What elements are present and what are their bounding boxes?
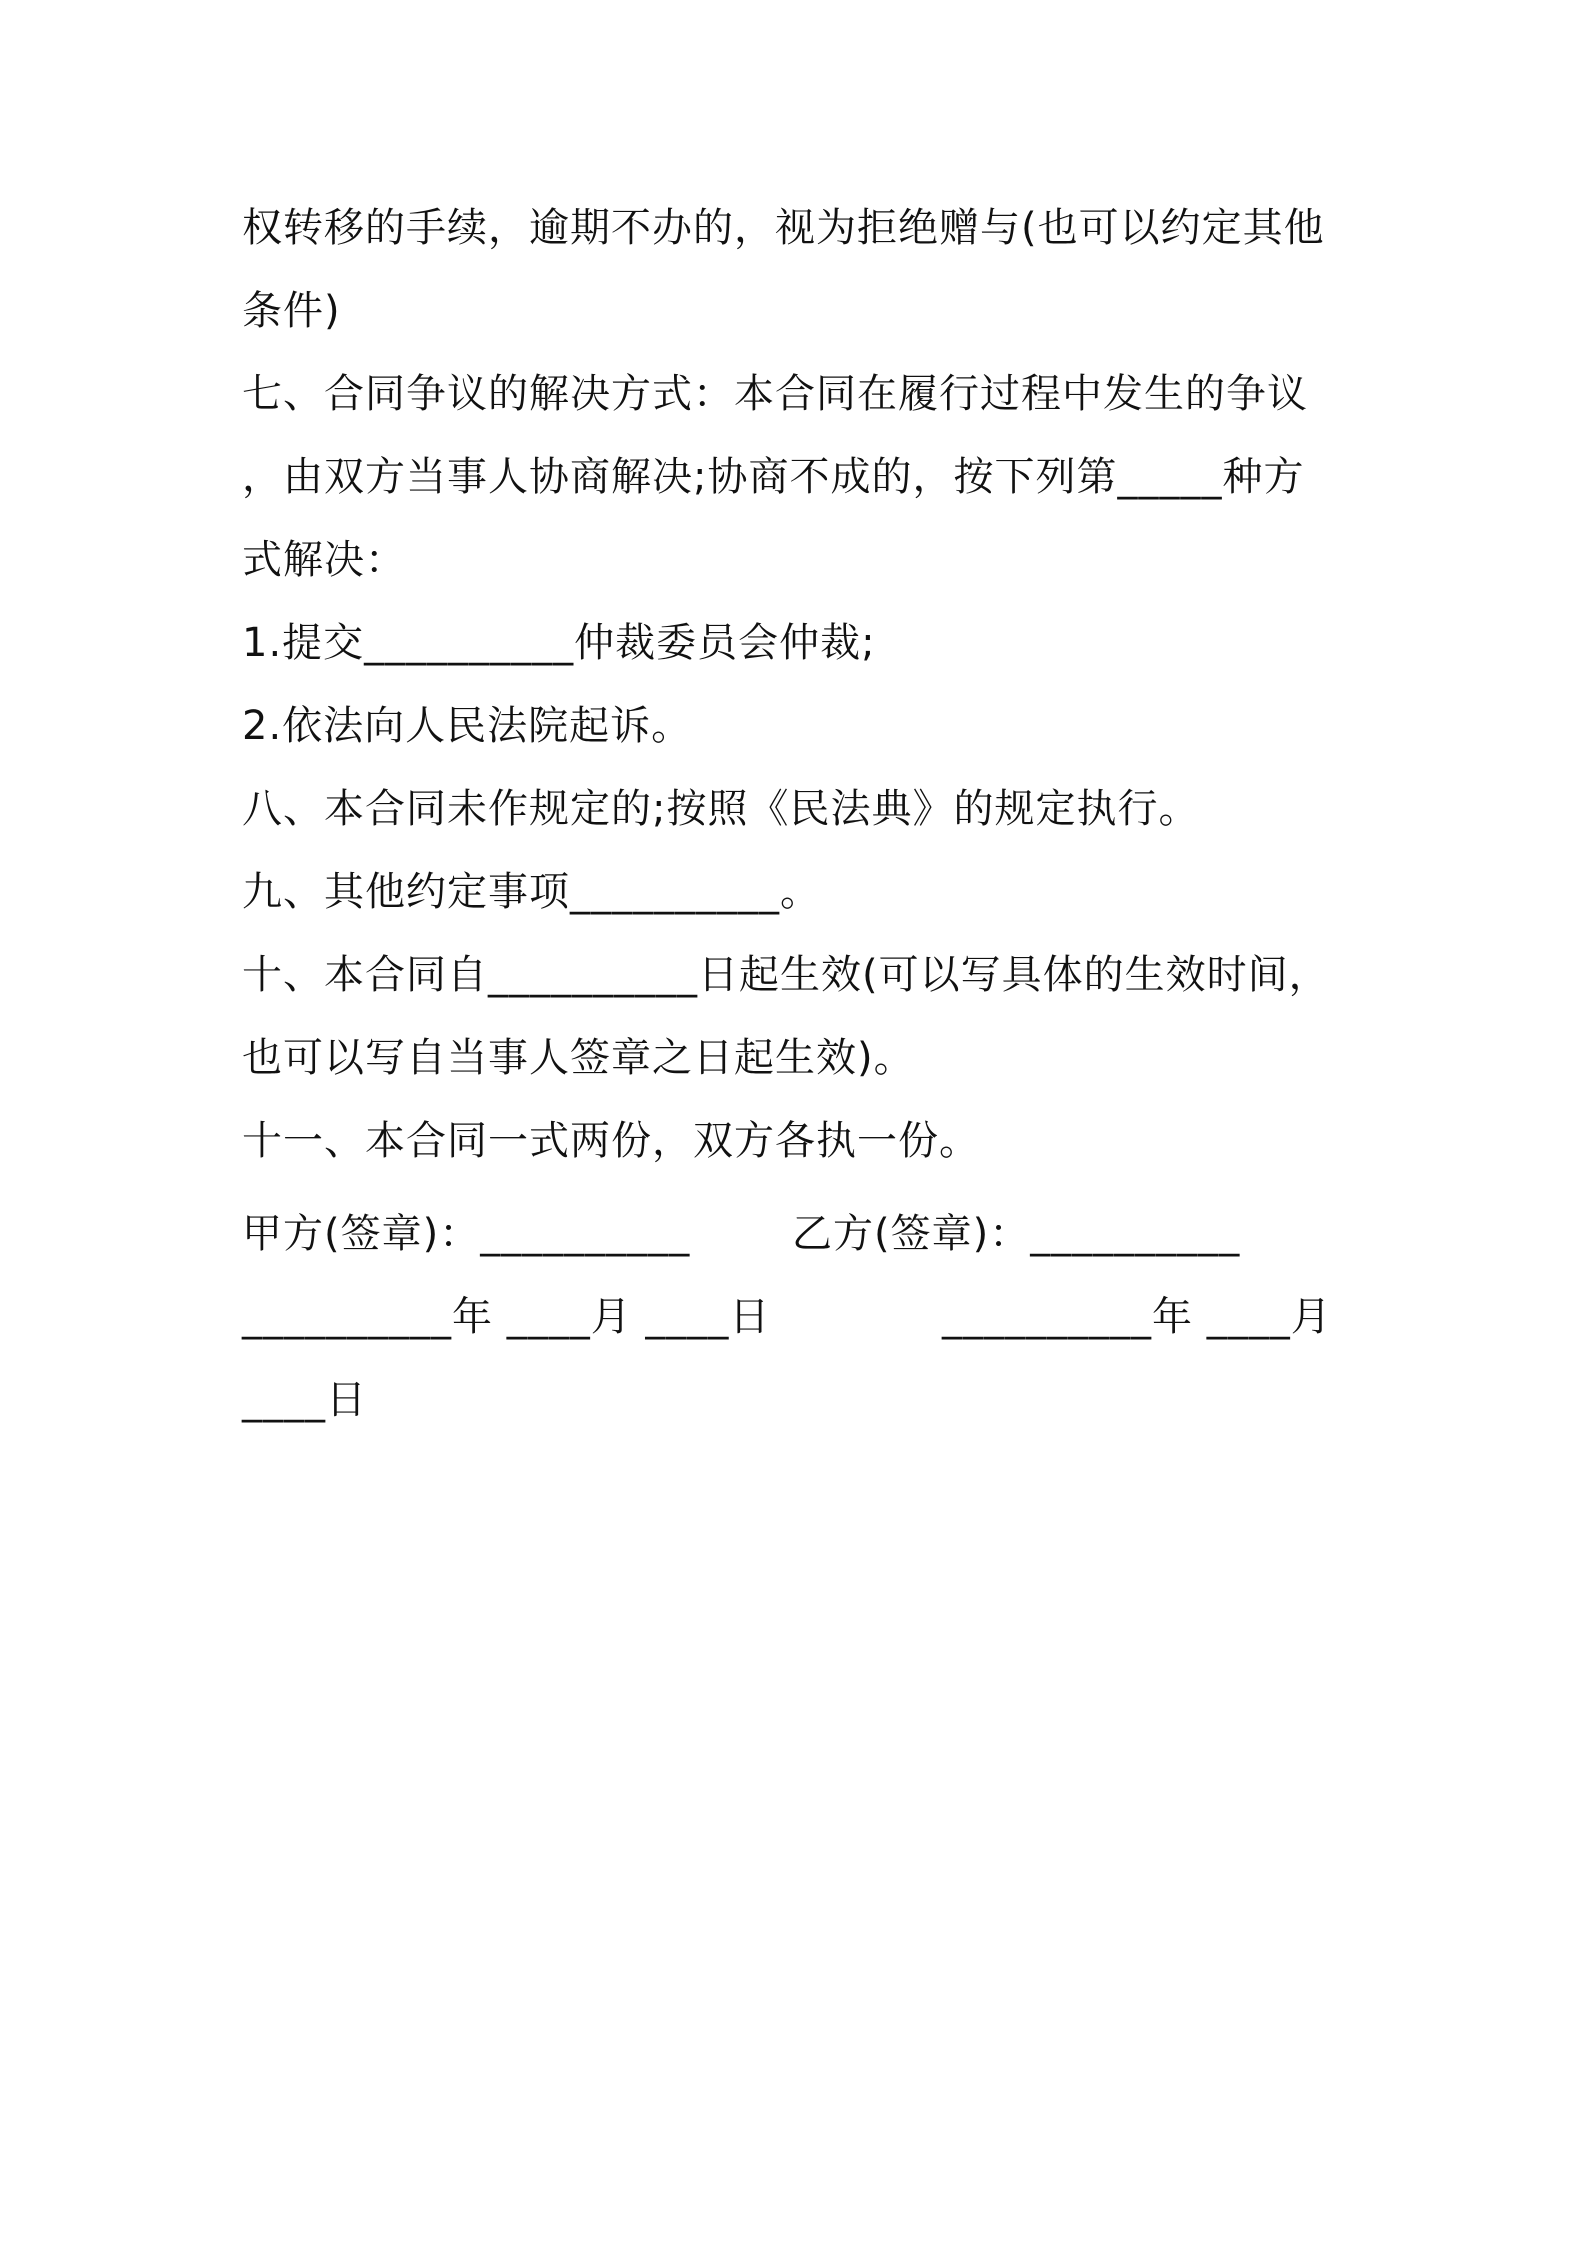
clause10-line2: 也可以写自当事人签章之日起生效)。 bbox=[242, 1035, 915, 1081]
party-b-date: __________年 ____月 bbox=[942, 1294, 1332, 1340]
clause7-line3: 式解决： bbox=[242, 537, 406, 583]
option-court: 2.依法向人民法院起诉。 bbox=[242, 703, 693, 749]
option-arbitration: 1.提交__________仲裁委员会仲裁; bbox=[242, 620, 876, 666]
party-b-date-day: ____日 bbox=[242, 1377, 367, 1423]
clause9: 九、其他约定事项__________。 bbox=[242, 869, 821, 915]
clause8: 八、本合同未作规定的;按照《民法典》的规定执行。 bbox=[242, 786, 1200, 832]
clause7-line1: 七、合同争议的解决方式：本合同在履行过程中发生的争议 bbox=[242, 371, 1308, 417]
party-a-date: __________年 ____月 ____日 bbox=[242, 1294, 771, 1340]
clause11: 十一、本合同一式两份，双方各执一份。 bbox=[242, 1118, 980, 1164]
clause10-line1: 十、本合同自__________日起生效(可以写具体的生效时间， bbox=[242, 952, 1330, 998]
party-a-signature: 甲方(签章)：__________ bbox=[242, 1211, 691, 1257]
clause6-continuation-line1: 权转移的手续，逾期不办的，视为拒绝赠与(也可以约定其他 bbox=[242, 205, 1325, 251]
party-b-signature: 乙方(签章)：__________ bbox=[792, 1211, 1241, 1257]
clause7-line2: ，由双方当事人协商解决;协商不成的，按下列第_____种方 bbox=[242, 454, 1305, 500]
clause6-continuation-line2: 条件) bbox=[242, 288, 341, 334]
